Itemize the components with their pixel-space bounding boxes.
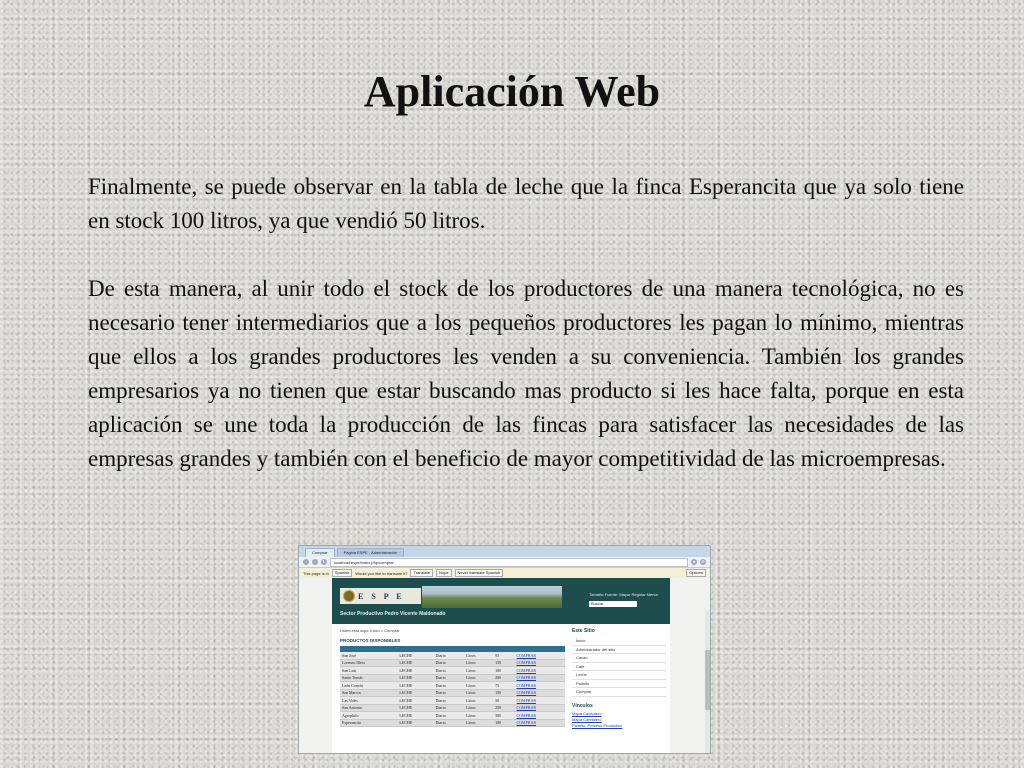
table-row: [340, 719, 565, 727]
cell-cantidad: 50: [493, 697, 514, 705]
scrollbar[interactable]: [705, 610, 710, 753]
sidebar-link[interactable]: Mapa Cacaotero: [572, 710, 602, 716]
cell-finca: San José: [340, 652, 397, 659]
header-photo: [422, 586, 562, 608]
cell-frecuencia: Diario: [434, 697, 464, 705]
sidebar-item[interactable]: Administrador del sitio: [572, 646, 666, 655]
sidebar-links: [572, 711, 666, 729]
never-translate-button[interactable]: Never translate Spanish: [455, 569, 504, 577]
seal-icon: [343, 590, 355, 602]
url-input[interactable]: localhost/espe/index.php/comprar: [330, 558, 688, 567]
table-row: [340, 704, 565, 712]
cell-producto: LECHE: [397, 704, 433, 712]
reload-icon[interactable]: ↻: [322, 559, 326, 564]
cell-frecuencia: Diario: [434, 712, 464, 720]
cell-frecuencia: Diario: [434, 652, 464, 659]
cell-cantidad: 100: [493, 667, 514, 675]
sidebar-item[interactable]: Comprar: [572, 688, 666, 697]
cell-cantidad: 100: [493, 719, 514, 727]
cell-producto: LECHE: [397, 689, 433, 697]
nope-button[interactable]: Nope: [436, 569, 452, 577]
sidebar: [572, 628, 666, 729]
site-header: [332, 578, 670, 624]
sidebar-item[interactable]: Palmito: [572, 680, 666, 689]
translate-question: Would you like to translate it?: [355, 570, 408, 576]
links-title: Vínculos: [572, 702, 593, 709]
table-row: [340, 697, 565, 705]
cell-finca: Las Vides: [340, 697, 397, 705]
cell-frecuencia: Diario: [434, 682, 464, 690]
sidebar-link[interactable]: Palmito, Proceso Productivo: [572, 722, 623, 728]
table-row: [340, 667, 565, 675]
cell-accion[interactable]: COMPRAR: [514, 667, 565, 675]
cell-cantidad: 150: [493, 689, 514, 697]
cell-producto: LECHE: [397, 674, 433, 682]
breadcrumb: Usted está aquí: Inicio > Comprar: [340, 628, 400, 633]
cell-accion[interactable]: COMPRAR: [514, 659, 565, 667]
wrench-icon[interactable]: ⚙: [701, 559, 705, 564]
cell-accion[interactable]: COMPRAR: [514, 704, 565, 712]
cell-producto: LECHE: [397, 712, 433, 720]
sidebar-title: Este Sitio: [572, 628, 595, 634]
cell-cantidad: 95: [493, 652, 514, 659]
cell-accion[interactable]: COMPRAR: [514, 682, 565, 690]
sector-title: Sector Productivo Pedro Vicente Maldonado: [340, 611, 446, 617]
cell-accion[interactable]: COMPRAR: [514, 674, 565, 682]
cell-cantidad: 150: [493, 659, 514, 667]
address-bar: [299, 557, 710, 568]
browser-tab-admin[interactable]: Página ESPE - Administración: [337, 548, 405, 557]
cell-finca: San Antonio: [340, 704, 397, 712]
back-icon[interactable]: ‹: [303, 559, 309, 565]
cell-finca: San Marcos: [340, 689, 397, 697]
cell-accion[interactable]: COMPRAR: [514, 719, 565, 727]
cell-producto: LECHE: [397, 667, 433, 675]
cell-finca: Esperancita: [340, 719, 397, 727]
table-row: [340, 682, 565, 690]
cell-unidad: Litros: [464, 704, 493, 712]
cell-frecuencia: Diario: [434, 667, 464, 675]
cell-producto: LECHE: [397, 659, 433, 667]
slide-title: Aplicación Web: [363, 67, 661, 116]
products-body: [340, 652, 565, 727]
language-select[interactable]: Spanish: [332, 569, 352, 577]
cell-accion[interactable]: COMPRAR: [514, 697, 565, 705]
cell-frecuencia: Diario: [434, 674, 464, 682]
cell-accion[interactable]: COMPRAR: [514, 689, 565, 697]
cell-frecuencia: Diario: [434, 704, 464, 712]
cell-accion[interactable]: COMPRAR: [514, 652, 565, 659]
forward-icon[interactable]: ›: [312, 559, 318, 565]
sidebar-items: [572, 637, 666, 697]
table-row: [340, 689, 565, 697]
cell-finca: Santo Tomás: [340, 674, 397, 682]
translate-text: This page is in: [303, 570, 329, 576]
font-size-links[interactable]: Tamaño Fuente: Mayor Regular Menor: [589, 592, 658, 597]
espe-logo[interactable]: [340, 588, 421, 604]
cell-finca: Agrophilo: [340, 712, 397, 720]
cell-cantidad: 250: [493, 704, 514, 712]
browser-tab-bar: [299, 546, 710, 557]
cell-cantidad: 200: [493, 674, 514, 682]
cell-unidad: Litros: [464, 659, 493, 667]
sidebar-item[interactable]: Inicio: [572, 637, 666, 646]
scrollbar-thumb[interactable]: [705, 650, 710, 710]
cell-unidad: Litros: [464, 689, 493, 697]
cell-producto: LECHE: [397, 652, 433, 659]
table-row: [340, 674, 565, 682]
cell-frecuencia: Diario: [434, 719, 464, 727]
products-table: [340, 646, 565, 727]
cell-unidad: Litros: [464, 697, 493, 705]
cell-unidad: Litros: [464, 712, 493, 720]
website: [299, 578, 710, 753]
products-title: PRODUCTOS DISPONIBLES: [340, 638, 401, 643]
cell-unidad: Litros: [464, 719, 493, 727]
translate-button[interactable]: Translate: [410, 569, 433, 577]
cell-cantidad: 75: [493, 682, 514, 690]
cell-finca: León Conchi: [340, 682, 397, 690]
options-button[interactable]: Options: [686, 569, 706, 577]
sidebar-item[interactable]: Café: [572, 663, 666, 672]
search-input[interactable]: Buscar: [589, 601, 637, 607]
logo-text: E S P E: [358, 591, 405, 601]
cell-unidad: Litros: [464, 667, 493, 675]
cell-unidad: Litros: [464, 674, 493, 682]
cell-producto: LECHE: [397, 719, 433, 727]
browser-tab-comprar[interactable]: Comprar: [305, 548, 335, 557]
paragraph-1: Finalmente, se puede observar en la tabla de leche que la finca Esperancita que ya solo tiene en stock 100 litros, ya que vendió 50 litros.: [88, 174, 964, 233]
cell-accion[interactable]: COMPRAR: [514, 712, 565, 720]
cell-producto: LECHE: [397, 697, 433, 705]
cell-finca: Lorenzo Illera: [340, 659, 397, 667]
sidebar-item[interactable]: Cacao: [572, 654, 666, 663]
cell-producto: LECHE: [397, 682, 433, 690]
browser-screenshot: [298, 545, 711, 754]
cell-unidad: Litros: [464, 682, 493, 690]
table-row: [340, 659, 565, 667]
table-row: [340, 652, 565, 659]
cell-frecuencia: Diario: [434, 659, 464, 667]
paragraph-2: De esta manera, al unir todo el stock de los productores de una manera tecnológica, no es necesario tener intermediarios que a los pequeños productores les pagan lo mínimo, mientras que ellos a los grandes productores les venden a su conveniencia. También los grandes empresarios ya no tienen que estar buscando mas producto si les hace falta, porque en esta aplicación se une toda la producción de las fincas para satisfacer las necesidades de las empresas grandes y también con el beneficio de mayor competitividad de las microempresas.: [88, 276, 964, 471]
sidebar-item[interactable]: Leche: [572, 671, 666, 680]
cell-frecuencia: Diario: [434, 689, 464, 697]
cell-finca: San Luis: [340, 667, 397, 675]
site-content: [332, 578, 670, 753]
cell-unidad: Litros: [464, 652, 493, 659]
sidebar-link[interactable]: Mapa Cafetalero: [572, 716, 602, 722]
table-row: [340, 712, 565, 720]
star-icon[interactable]: ★: [692, 559, 696, 564]
cell-cantidad: 300: [493, 712, 514, 720]
